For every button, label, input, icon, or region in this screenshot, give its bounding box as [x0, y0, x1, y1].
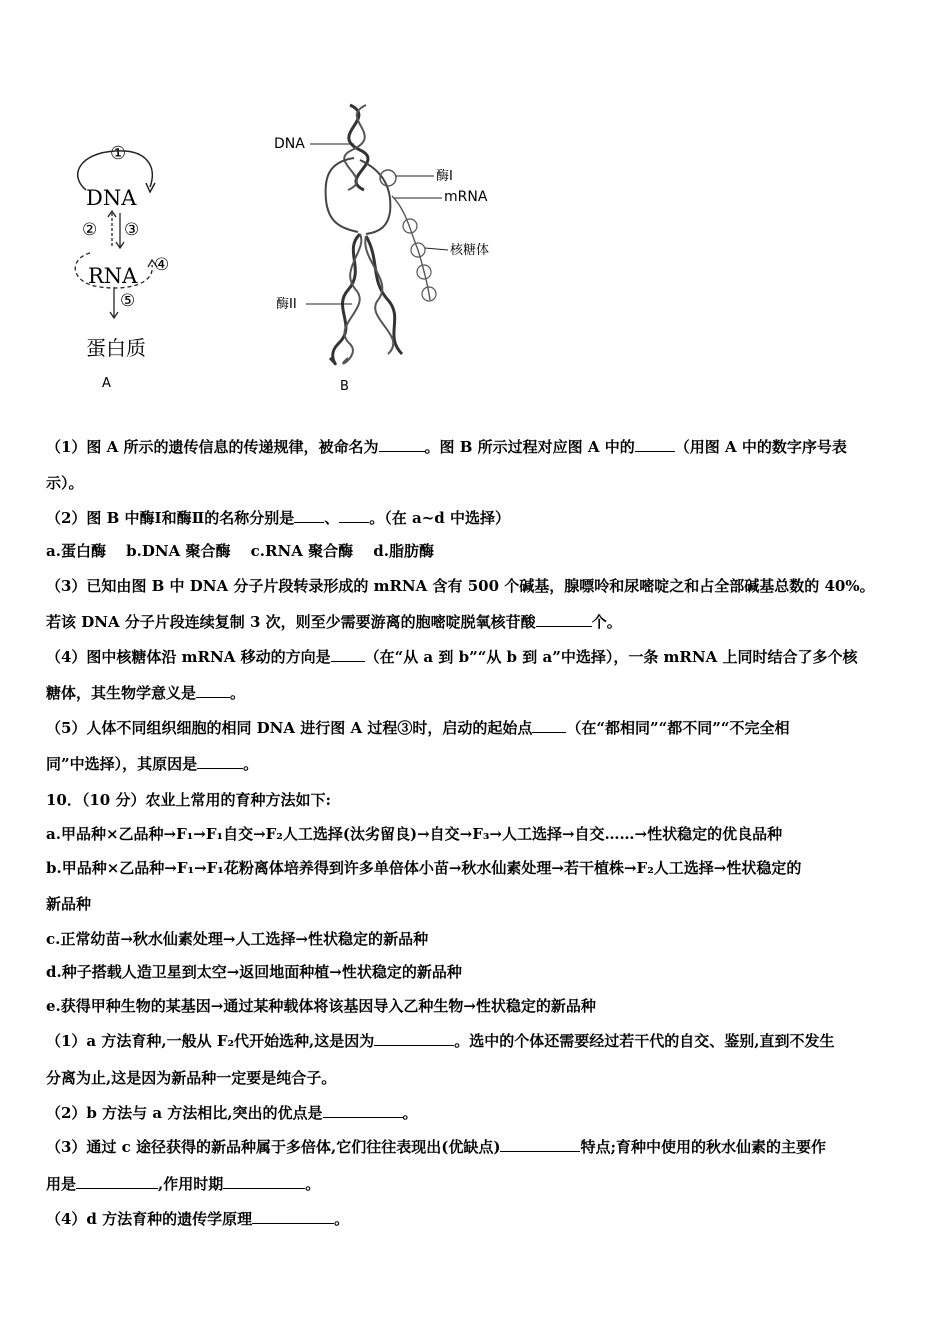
- figure-a: [60, 135, 210, 395]
- fig-a-num-5: ⑤: [120, 291, 136, 311]
- method-b-line-2: 新品种: [46, 895, 92, 913]
- fig-a-num-1: ①: [110, 143, 127, 164]
- q1-line-1: （1）图 A 所示的遗传信息的传递规律，被命名为 。图 B 所示过程对应图 A 中的 （用图 A 中的数字序号表: [46, 438, 847, 456]
- figure-b: [268, 100, 508, 400]
- answer-blank[interactable]: [331, 647, 365, 662]
- method-d: d.种子搭载人造卫星到太空→返回地面种植→性状稳定的新品种: [46, 963, 462, 981]
- method-e: e.获得甲种生物的某基因→通过某种载体将该基因导入乙种生物→性状稳定的新品种: [46, 997, 596, 1015]
- answer-blank[interactable]: [339, 508, 369, 523]
- q10-s4: （4）d 方法育种的遗传学原理 。: [46, 1210, 350, 1228]
- answer-blank[interactable]: [379, 437, 425, 452]
- answer-blank[interactable]: [500, 1137, 580, 1152]
- fig-b-ribosome-label: 核糖体: [450, 243, 490, 258]
- fig-a-protein: 蛋白质: [86, 336, 146, 360]
- fig-a-caption: A: [102, 376, 111, 391]
- q5-line-2: 同”中选择），其原因是 。: [46, 755, 259, 773]
- fig-a-rna: RNA: [88, 264, 138, 288]
- q10-s2: （2）b 方法与 a 方法相比,突出的优点是 。: [46, 1104, 418, 1122]
- fig-a-num-3: ③: [124, 220, 140, 240]
- ribosome: [403, 219, 417, 233]
- q10-s1-line-2: 分离为止,这是因为新品种一定要是纯合子。: [46, 1069, 337, 1087]
- answer-blank[interactable]: [197, 754, 243, 769]
- q10-s3-line-1: （3）通过 c 途径获得的新品种属于多倍体,它们往往表现出(优缺点) 特点;育种中使用的秋水仙素的主要作: [46, 1138, 826, 1156]
- answer-blank[interactable]: [196, 683, 230, 698]
- q4-line-2: 糖体，其生物学意义是 。: [46, 684, 246, 702]
- answer-blank[interactable]: [223, 1174, 305, 1189]
- answer-blank[interactable]: [536, 612, 592, 627]
- answer-blank[interactable]: [323, 1103, 403, 1118]
- fig-b-enzyme2-label: 酶II: [276, 297, 297, 312]
- answer-blank[interactable]: [76, 1174, 158, 1189]
- answer-blank[interactable]: [374, 1031, 454, 1046]
- answer-blank[interactable]: [252, 1209, 334, 1224]
- method-b-line-1: b.甲品种×乙品种→F₁→F₁花粉离体培养得到许多单倍体小苗→秋水仙素处理→若干植株→F₂人工选择→性状稳定的: [46, 859, 802, 877]
- q5-line-1: （5）人体不同组织细胞的相同 DNA 进行图 A 过程③时，启动的起始点 （在“都相同”“都不同”“不完全相: [46, 719, 790, 737]
- method-a: a.甲品种×乙品种→F₁→F₁自交→F₂人工选择(汰劣留良)→自交→F₃→人工选择→自交……→性状稳定的优良品种: [46, 825, 783, 843]
- answer-blank[interactable]: [294, 508, 324, 523]
- q10-s3-line-2: 用是 ,作用时期 。: [46, 1175, 321, 1193]
- fig-a-num-2: ②: [82, 220, 98, 240]
- transcription-bubble: [326, 158, 358, 232]
- q4-line-1: （4）图中核糖体沿 mRNA 移动的方向是 （在“从 a 到 b”“从 b 到 a”中选择），一条 mRNA 上同时结合了多个核: [46, 648, 858, 666]
- q2-options: a.蛋白酶 b.DNA 聚合酶 c.RNA 聚合酶 d.脂肪酶: [46, 542, 435, 560]
- q10-s1-line-1: （1）a 方法育种,一般从 F₂代开始选种,这是因为 。选中的个体还需要经过若干代的自交、鉴别,直到不发生: [46, 1032, 835, 1050]
- answer-blank[interactable]: [635, 437, 675, 452]
- fig-a-num-4: ④: [154, 255, 170, 275]
- fig-b-caption: B: [340, 379, 349, 394]
- q1-line-2: 示）。: [46, 474, 84, 492]
- fig-b-enzyme1-label: 酶I: [436, 169, 453, 184]
- q10-title: 10．（10 分）农业上常用的育种方法如下:: [46, 791, 332, 809]
- answer-blank[interactable]: [532, 718, 566, 733]
- dna-helix-bottom-right: [366, 236, 402, 354]
- q2-line-1: （2）图 B 中酶Ⅰ和酶Ⅱ的名称分别是 、 。（在 a~d 中选择）: [46, 509, 510, 527]
- dna-helix-bottom-left: [330, 234, 360, 364]
- q3-line-2: 若该 DNA 分子片段连续复制 3 次，则至少需要游离的胞嘧啶脱氧核苷酸 个。: [46, 613, 622, 631]
- method-c: c.正常幼苗→秋水仙素处理→人工选择→性状稳定的新品种: [46, 930, 429, 948]
- fig-a-dna: DNA: [86, 186, 137, 210]
- q3-line-1: （3）已知由图 B 中 DNA 分子片段转录形成的 mRNA 含有 500 个碱基，腺嘌呤和尿嘧啶之和占全部碱基总数的 40%。: [46, 577, 875, 595]
- fig-b-mrna-label: mRNA: [444, 189, 488, 205]
- fig-b-dna-label: DNA: [274, 136, 305, 152]
